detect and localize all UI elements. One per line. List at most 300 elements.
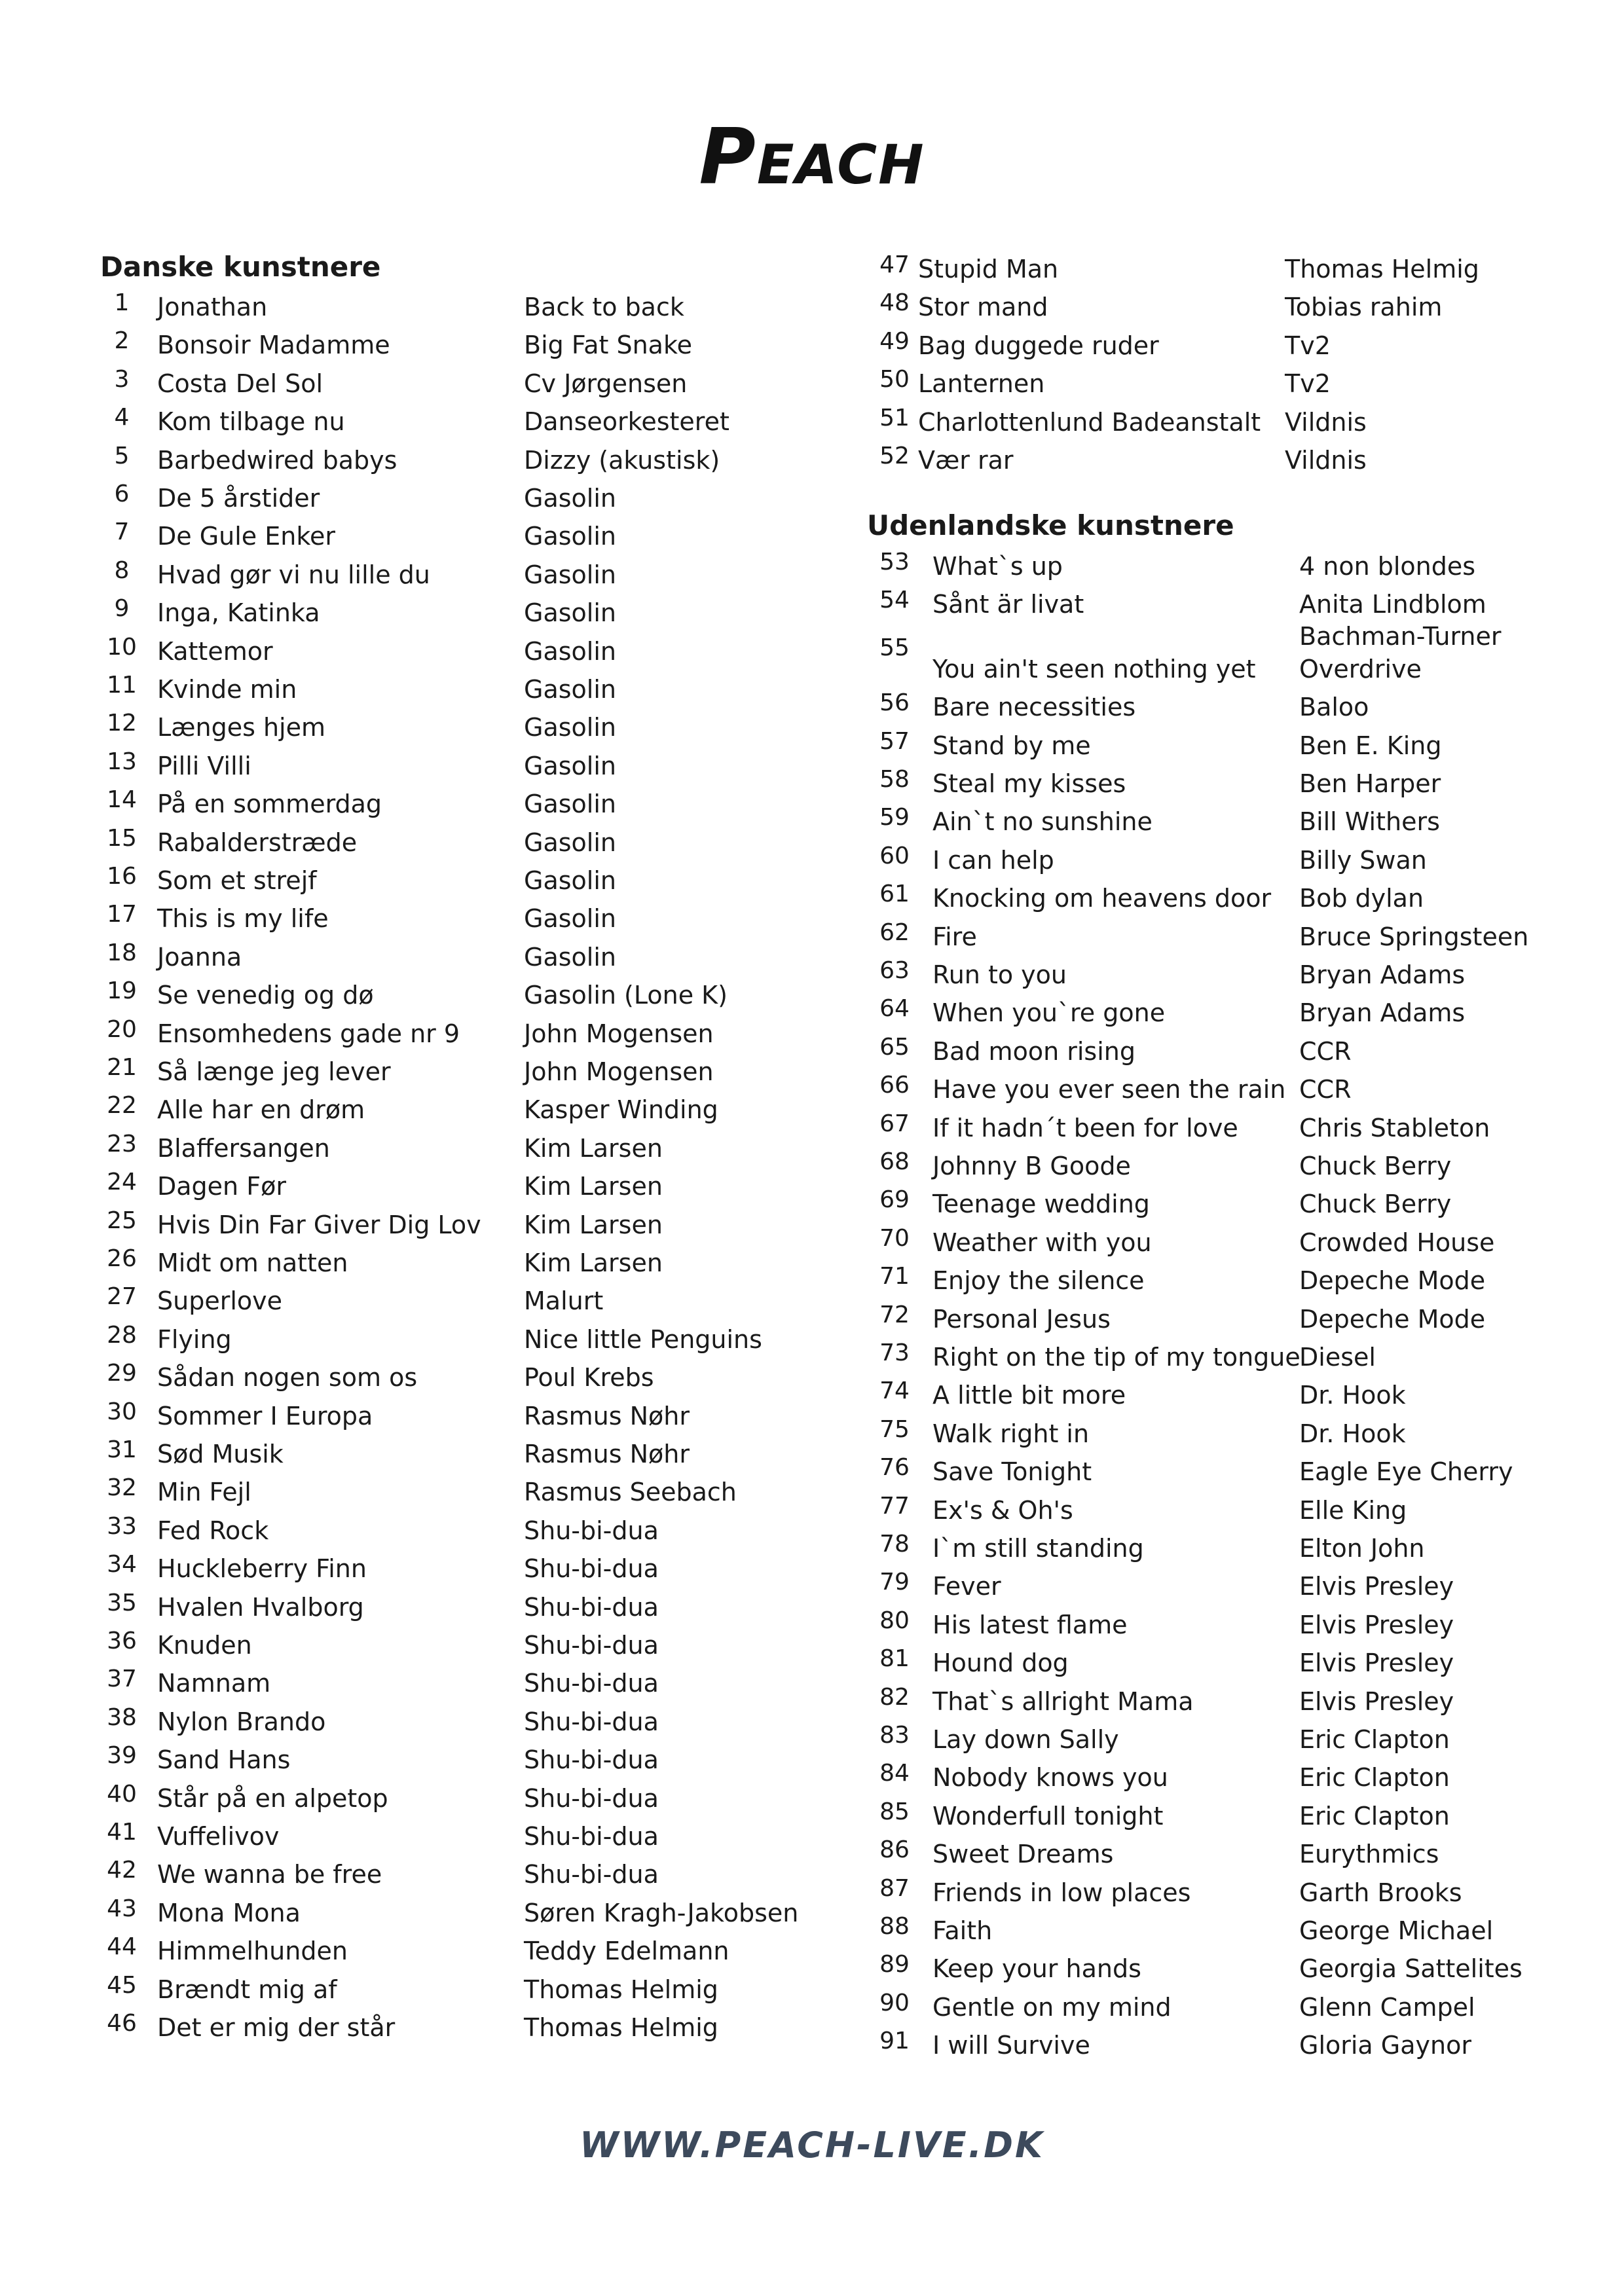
song-number: 44 [107,1933,137,1961]
song-title: Lanternen [918,369,1045,399]
song-title: Bad moon rising [932,1036,1135,1066]
artist-name: Bruce Springsteen [1299,922,1529,951]
song-row [871,547,1591,585]
song-title: Knuden [157,1631,252,1660]
song-number: 57 [879,727,910,755]
artist-name: Poul Krebs [524,1363,654,1393]
artist-name: Kim Larsen [524,1133,663,1163]
song-number: 67 [879,1110,910,1137]
song-row [871,879,1591,917]
song-title: Save Tonight [932,1457,1092,1487]
artist-name: Eric Clapton [1299,1763,1450,1793]
song-row [871,1912,1591,1950]
artist-name: Vildnis [1285,407,1367,437]
song-row [98,708,819,746]
song-row [871,1070,1591,1108]
song-title: Blaffersangen [157,1133,330,1163]
artist-name: Garth Brooks [1299,1878,1462,1907]
song-title: Inga, Katinka [157,598,320,628]
song-number: 60 [879,842,910,869]
song-title: Pilli Villi [157,751,251,780]
song-row [98,1435,819,1473]
song-number: 69 [879,1186,910,1214]
song-title: Weather with you [932,1228,1152,1257]
artist-name: Vildnis [1285,446,1367,475]
artist-name: Kim Larsen [524,1248,663,1277]
song-title: His latest flame [932,1610,1128,1639]
artist-name: Dizzy (akustisk) [524,445,720,475]
song-title: This is my life [157,904,329,934]
song-number: 58 [879,766,910,793]
song-number: 80 [879,1607,910,1634]
artist-name: Back to back [524,293,684,321]
song-row [871,1835,1591,1873]
artist-name: Tv2 [1285,331,1331,360]
song-title: Ain`t no sunshine [932,807,1153,837]
artist-name: Anita Lindblom [1299,590,1486,619]
danish-heading: Danske kunstnere [100,251,381,283]
artist-name: Shu-bi-dua [524,1516,659,1545]
song-row [98,403,819,441]
song-row [871,918,1591,956]
song-number: 42 [107,1857,137,1884]
song-title: Flying [157,1324,232,1354]
song-title: Friends in low places [932,1878,1191,1907]
song-title: Kom tilbage nu [157,407,345,437]
song-title: Keep your hands [932,1954,1141,1984]
artist-name: Gasolin [524,751,616,780]
song-number: 18 [107,939,137,966]
song-title: Personal Jesus [932,1304,1111,1334]
song-row [98,1550,819,1588]
artist-name: Ben Harper [1299,769,1441,798]
song-title: Fever [932,1572,1001,1601]
song-row [871,1683,1591,1721]
song-number: 12 [107,710,137,737]
artist-name: Gasolin [524,904,616,934]
artist-name: Gasolin (Lone K) [524,981,728,1010]
song-row [98,1015,819,1053]
song-number: 51 [879,404,910,431]
song-title: Teenage wedding [932,1190,1150,1219]
song-title: Nobody knows you [932,1763,1168,1793]
song-title: Namnam [157,1669,271,1698]
song-row [871,2026,1591,2064]
song-row [871,1147,1591,1185]
artist-name: Kasper Winding [524,1095,718,1125]
song-number: 54 [879,587,910,614]
song-number: 89 [879,1951,910,1978]
song-row [871,688,1591,726]
song-row [98,1091,819,1129]
song-number: 6 [114,481,130,507]
song-row [871,1988,1591,2026]
song-number: 7 [114,519,130,546]
artist-name: 4 non blondes [1299,552,1476,581]
artist-name: Elvis Presley [1299,1610,1454,1639]
song-title: Himmelhunden [157,1937,348,1966]
song-number: 41 [107,1819,137,1846]
artist-name: Eurythmics [1299,1840,1439,1869]
artist-name: Gasolin [524,675,616,704]
song-title: Stupid Man [918,255,1059,283]
artist-name: George Michael [1299,1916,1494,1945]
song-number: 76 [879,1454,910,1482]
song-number: 62 [879,919,910,946]
song-number: 23 [107,1130,137,1157]
song-title: De Gule Enker [157,522,336,551]
song-row [871,365,1591,403]
song-title: If it hadn´t been for love [932,1113,1238,1142]
song-row [98,1932,819,1970]
song-title: Hvis Din Far Giver Dig Lov [157,1210,481,1239]
song-number: 85 [879,1798,910,1825]
song-row [871,841,1591,879]
song-row [871,1415,1591,1453]
artist-name: Elvis Presley [1299,1572,1454,1601]
song-row [871,765,1591,803]
song-title: Jonathan [157,293,268,321]
song-title: Kvinde min [157,675,297,704]
song-title: Costa Del Sol [157,369,323,398]
song-number: 39 [107,1742,137,1770]
song-number: 47 [879,251,910,278]
song-title: Right on the tip of my tongue [932,1343,1301,1372]
song-title: Min Fejl [157,1478,251,1507]
song-title: Brændt mig af [157,1975,337,2004]
artist-name: Gasolin [524,598,616,628]
song-title: Bonsoir Madamme [157,331,390,360]
song-number: 63 [879,957,910,984]
song-title: Run to you [932,960,1067,989]
song-row [871,1950,1591,1988]
song-number: 59 [879,804,910,831]
song-title: Hound dog [932,1649,1069,1678]
artist-name: Gasolin [524,484,616,513]
song-row [871,727,1591,765]
song-row [871,1224,1591,1262]
song-number: 3 [114,365,130,393]
song-number: 26 [107,1245,137,1272]
artist-name-line1: Bachman-Turner [1299,621,1502,651]
song-title: Superlove [157,1286,283,1316]
song-row [871,1758,1591,1796]
artist-name: Gasolin [524,636,616,666]
song-title: Enjoy the silence [932,1266,1145,1296]
artist-name-line2: Overdrive [1299,654,1422,683]
song-title: Sød Musik [157,1440,284,1468]
song-title: You ain't seen nothing yet [932,654,1256,683]
song-title: Rabalderstræde [157,828,358,857]
song-title: When you`re gone [932,998,1166,1028]
song-title: Huckleberry Finn [157,1554,367,1584]
song-number: 91 [879,2028,910,2055]
song-number: 25 [107,1207,137,1234]
song-number: 20 [107,1015,137,1043]
song-number: 74 [879,1377,910,1405]
artist-name: Diesel [1299,1343,1376,1372]
song-number: 40 [107,1780,137,1808]
song-row [871,1529,1591,1567]
artist-name: Baloo [1299,693,1369,722]
song-number: 11 [107,672,137,699]
song-row [98,1588,819,1626]
song-number: 22 [107,1092,137,1120]
song-title: Nylon Brando [157,1707,326,1736]
song-number: 5 [114,442,130,469]
artist-name: Elle King [1299,1495,1407,1525]
song-number: 10 [107,633,137,661]
song-row [98,1855,819,1893]
song-title: Længes hjem [157,713,325,742]
song-row [871,1032,1591,1070]
song-row [98,1703,819,1741]
artist-name: Bill Withers [1299,807,1440,837]
artist-name: Georgia Sattelites [1299,1954,1522,1984]
song-row [98,1244,819,1282]
song-row [98,1167,819,1205]
song-number: 82 [879,1683,910,1711]
song-row [98,326,819,364]
song-row [98,976,819,1014]
artist-name: Malurt [524,1286,604,1316]
song-title: Sand Hans [157,1745,291,1775]
artist-name: Shu-bi-dua [524,1631,659,1660]
song-title: Stand by me [932,731,1091,760]
song-title: Wonderfull tonight [932,1801,1164,1831]
song-number: 55 [879,634,910,661]
song-title: Johnny B Goode [932,1152,1131,1180]
artist-name: Gasolin [524,942,616,972]
artist-name: Shu-bi-dua [524,1707,659,1736]
song-title: Faith [932,1916,993,1945]
artist-name: Thomas Helmig [524,2013,718,2042]
artist-name: Gasolin [524,560,616,589]
song-row [98,288,819,326]
song-number: 86 [879,1836,910,1864]
song-title: Hvalen Hvalborg [157,1592,364,1622]
song-number: 4 [114,404,130,431]
artist-name: Chuck Berry [1299,1152,1452,1180]
song-row [871,1874,1591,1912]
song-row [871,1185,1591,1223]
song-row [98,365,819,403]
song-number: 27 [107,1283,137,1311]
song-title: Steal my kisses [932,769,1126,798]
artist-name: Thomas Helmig [524,1975,718,2004]
song-number: 81 [879,1645,910,1673]
artist-name: Bob dylan [1299,884,1424,913]
artist-name: Shu-bi-dua [524,1860,659,1889]
artist-name: Rasmus Nøhr [524,1440,690,1468]
song-number: 75 [879,1415,910,1443]
song-number: 53 [879,549,910,575]
song-number: 32 [107,1474,137,1502]
artist-name: CCR [1299,1075,1352,1104]
song-number: 52 [879,443,910,469]
song-number: 33 [107,1512,137,1540]
artist-name: Shu-bi-dua [524,1592,659,1622]
song-number: 31 [107,1436,137,1463]
song-title: A little bit more [932,1381,1126,1410]
song-number: 90 [879,1989,910,2016]
artist-name: Shu-bi-dua [524,1669,659,1698]
artist-name: Tv2 [1285,369,1331,399]
artist-name: Depeche Mode [1299,1266,1486,1296]
song-number: 8 [114,556,130,584]
song-number: 30 [107,1398,137,1425]
song-title: Knocking om heavens door [932,884,1272,913]
song-row [98,1779,819,1817]
song-row [871,1300,1591,1338]
song-row [871,1262,1591,1300]
artist-name: Gasolin [524,866,616,895]
song-number: 79 [879,1569,910,1596]
artist-name: Søren Kragh-Jakobsen [524,1898,799,1927]
artist-name: Cv Jørgensen [524,369,688,398]
artist-name: Depeche Mode [1299,1304,1486,1334]
song-row [98,2009,819,2047]
artist-name: Gasolin [524,790,616,819]
artist-name: Tobias rahim [1285,293,1443,322]
song-row [98,556,819,594]
song-title: Alle har en drøm [157,1095,365,1125]
song-number: 49 [879,327,910,355]
song-number: 66 [879,1072,910,1099]
song-row [871,441,1591,479]
song-row [871,1338,1591,1376]
song-row [98,824,819,862]
song-row [98,900,819,938]
artist-name: Eric Clapton [1299,1801,1450,1831]
song-row [871,1376,1591,1414]
song-number: 29 [107,1360,137,1387]
song-number: 19 [107,977,137,1005]
song-row [98,632,819,670]
song-title: Kattemor [157,636,273,666]
song-number: 61 [879,881,910,908]
song-number: 16 [107,863,137,890]
song-title: Charlottenlund Badeanstalt [918,407,1261,437]
artist-name: Gloria Gaynor [1299,2031,1471,2060]
song-row [98,1664,819,1702]
artist-name: Danseorkesteret [524,407,729,437]
artist-name: Bryan Adams [1299,998,1466,1028]
song-row [98,1626,819,1664]
song-number: 77 [879,1492,910,1520]
song-title: Stor mand [918,293,1048,322]
artist-name: Eric Clapton [1299,1725,1450,1754]
song-title: Barbedwired babys [157,445,397,475]
song-title: Mona Mona [157,1898,301,1927]
artist-name: John Mogensen [524,1057,714,1086]
song-title: I can help [932,845,1054,875]
song-row [98,1282,819,1320]
song-title: Ensomhedens gade nr 9 [157,1019,460,1048]
song-title: Vuffelivov [157,1822,280,1851]
website-url: WWW.PEACH-LIVE.DK [580,2124,1044,2166]
song-number: 17 [107,901,137,928]
song-number: 78 [879,1531,910,1558]
song-title: Hvad gør vi nu lille du [157,560,430,589]
song-row [871,994,1591,1032]
song-row [98,1817,819,1855]
song-title: Fire [932,922,977,951]
song-title: That`s allright Mama [932,1686,1194,1716]
song-row [98,1971,819,2009]
artist-name: Nice little Penguins [524,1324,762,1354]
song-row [98,938,819,976]
song-row [871,1491,1591,1529]
song-row [871,956,1591,994]
song-row [98,517,819,555]
song-number: 88 [879,1913,910,1940]
song-row [98,1358,819,1396]
artist-name: Elvis Presley [1299,1649,1454,1678]
song-row [871,327,1591,365]
artist-name: Teddy Edelmann [524,1937,729,1966]
song-row [98,1321,819,1358]
song-title: Lay down Sally [932,1725,1119,1754]
song-title: Fed Rock [157,1516,269,1545]
song-number: 13 [107,748,137,775]
song-number: 68 [879,1148,910,1175]
song-number: 45 [107,1971,137,1999]
song-title: Have you ever seen the rain [932,1075,1286,1104]
song-row [871,1797,1591,1835]
song-title: Vær rar [918,446,1014,475]
artist-name: Thomas Helmig [1285,255,1479,283]
song-row [98,747,819,785]
artist-name: Eagle Eye Cherry [1299,1457,1513,1487]
song-title: Ex's & Oh's [932,1495,1073,1525]
song-row [871,1109,1591,1147]
song-row [98,1129,819,1167]
song-row [98,441,819,479]
song-row [871,621,1591,688]
song-title: Som et strejf [157,866,317,895]
foreign-heading: Udenlandske kunstnere [867,509,1234,541]
song-title: What`s up [932,552,1063,581]
song-row [98,785,819,823]
song-row [871,1644,1591,1682]
song-number: 87 [879,1874,910,1902]
artist-name: Gasolin [524,522,616,551]
song-number: 34 [107,1551,137,1578]
song-number: 48 [879,289,910,317]
song-row [98,1473,819,1511]
song-row [98,1397,819,1435]
song-title: Sånt är livat [932,590,1084,619]
song-row [98,1053,819,1091]
artist-name: Chuck Berry [1299,1190,1452,1219]
song-number: 64 [879,995,910,1023]
song-title: Bare necessities [932,693,1136,722]
song-row [871,803,1591,841]
song-number: 83 [879,1722,910,1749]
artist-name: John Mogensen [524,1019,714,1048]
song-number: 43 [107,1895,137,1922]
song-number: 24 [107,1169,137,1196]
song-number: 2 [114,327,130,355]
artist-name: Shu-bi-dua [524,1783,659,1813]
song-row [871,288,1591,326]
song-row [871,1606,1591,1644]
song-title: Joanna [157,942,242,972]
song-number: 70 [879,1224,910,1252]
artist-name: Dr. Hook [1299,1381,1406,1410]
song-row [871,1567,1591,1605]
